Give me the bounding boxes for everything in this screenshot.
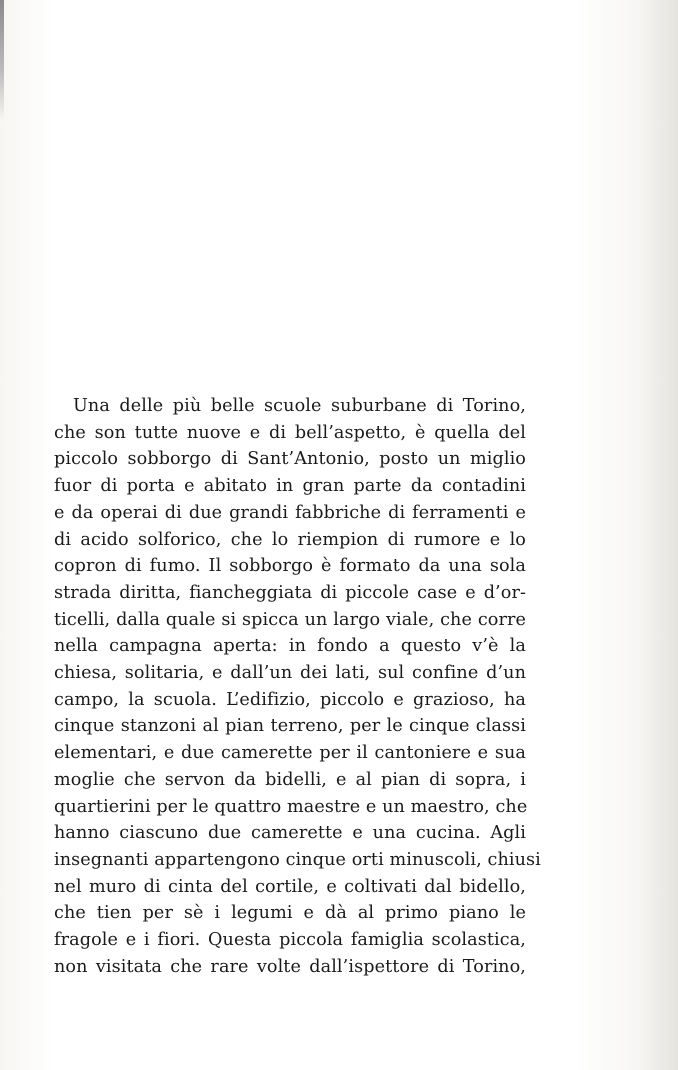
text-line: fragole e i fiori. Questa piccola famiglia scolastica,: [54, 930, 526, 951]
binding-edge: [0, 0, 4, 120]
text-line: cinque stanzoni al pian terreno, per le cinque classi: [54, 716, 526, 737]
text-line: piccolo sobborgo di Sant’Antonio, posto un miglio: [54, 449, 526, 470]
text-line: che tien per sè i legumi e dà al primo piano le: [54, 903, 526, 924]
text-line: hanno ciascuno due camerette e una cucina. Agli: [54, 823, 526, 844]
text-line: fuor di porta e abitato in gran parte da contadini: [54, 476, 526, 497]
text-line: chiesa, solitaria, e dall’un dei lati, sul confine d’un: [54, 663, 526, 684]
body-paragraph: [54, 393, 541, 980]
text-line: nel muro di cinta del cortile, e coltivati dal bidello,: [54, 876, 526, 897]
text-line: moglie che servon da bidelli, e al pian di sopra, i: [54, 769, 526, 790]
text-line: copron di fumo. Il sobborgo è formato da una sola: [54, 556, 526, 577]
text-line: che son tutte nuove e di bell’aspetto, è quella del: [54, 422, 526, 443]
text-line: insegnanti appartengono cinque orti minuscoli, chiusi: [54, 849, 541, 870]
text-line: quartierini per le quattro maestre e un maestro, che: [54, 796, 528, 817]
text-line: Una delle più belle scuole suburbane di Torino,: [73, 396, 526, 416]
text-line: non visitata che rare volte dall’ispettore di Torino,: [54, 956, 526, 977]
page-edge-shadow: [638, 0, 678, 1070]
text-line: strada diritta, fiancheggiata di piccole case e d’or-: [54, 582, 526, 603]
text-line: ticelli, dalla quale si spicca un largo viale, che corre: [54, 609, 526, 630]
text-line: campo, la scuola. L’edifizio, piccolo e grazioso, ha: [54, 689, 526, 710]
text-line: di acido solforico, che lo riempion di rumore e lo: [54, 529, 526, 550]
text-line: elementari, e due camerette per il cantoniere e sua: [54, 743, 526, 764]
text-line: nella campagna aperta: in fondo a questo v’è la: [54, 636, 526, 657]
text-line: e da operai di due grandi fabbriche di ferramenti e: [54, 502, 526, 523]
